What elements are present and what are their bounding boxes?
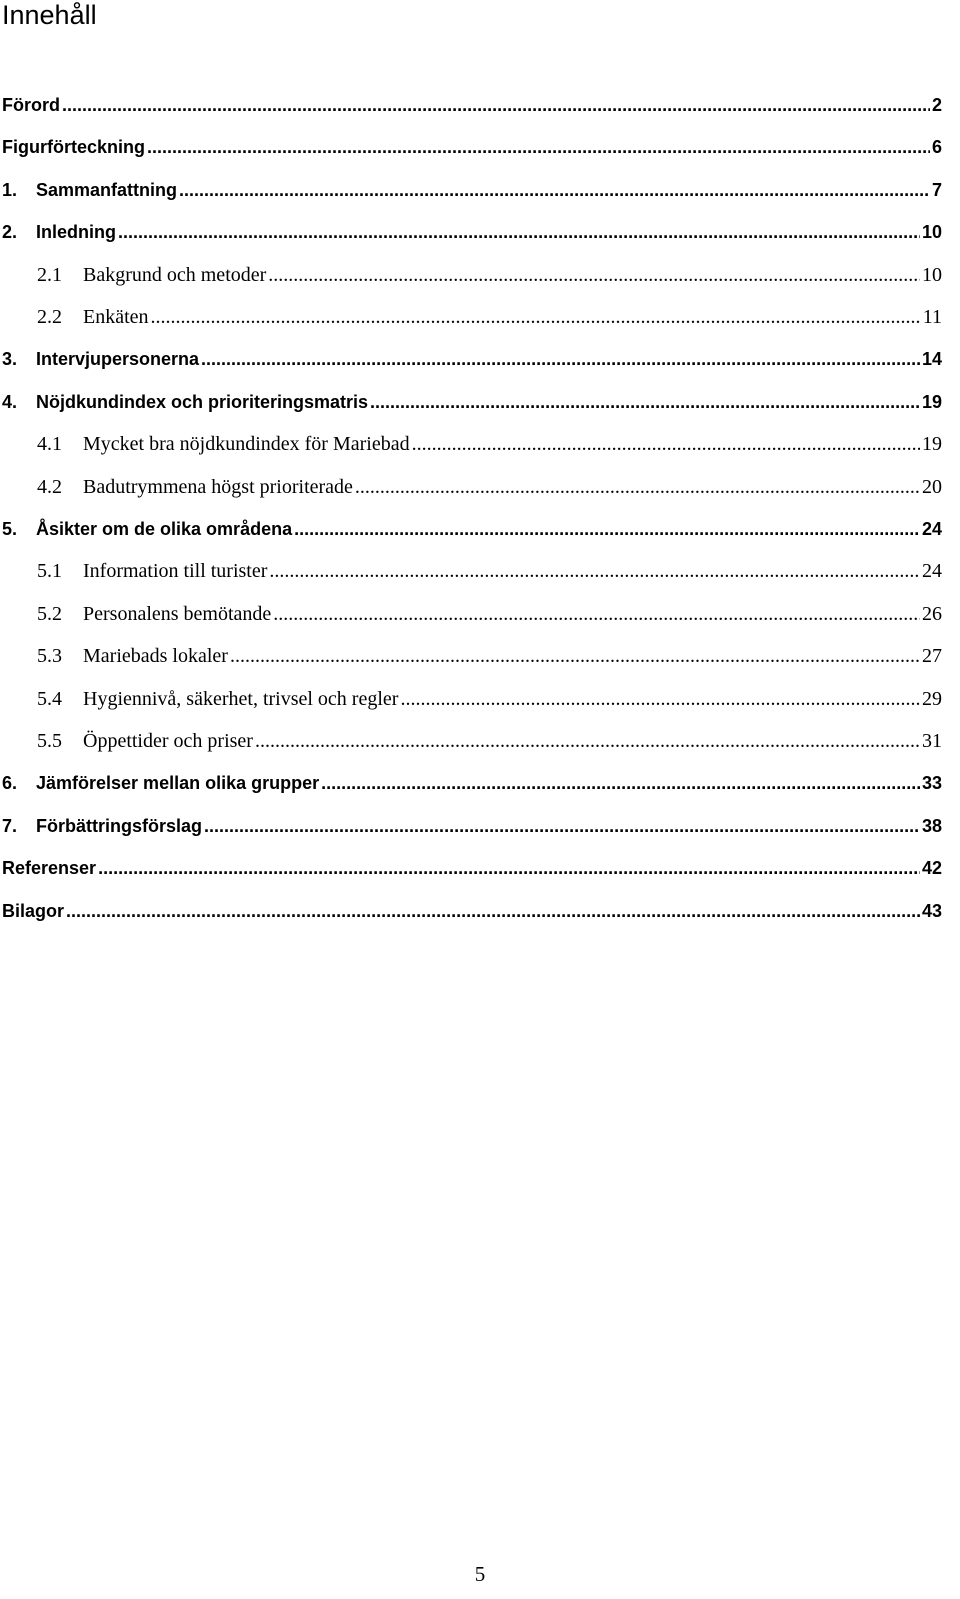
toc-entry-title: Förord: [2, 95, 60, 115]
toc-dot-leader: [370, 389, 920, 415]
toc-dot-leader: [66, 898, 920, 924]
toc-entry[interactable]: [2, 92, 942, 118]
toc-entry-page: 26: [922, 602, 942, 625]
toc-entry[interactable]: [37, 601, 942, 627]
toc-entry-page: 11: [922, 306, 942, 328]
toc-entry-number: 5.4: [37, 687, 62, 710]
toc-entry-page: 10: [921, 222, 942, 243]
toc-entry-title: Mariebads lokaler: [83, 645, 228, 668]
toc-entry-page: 2: [931, 95, 942, 115]
toc-dot-leader: [400, 686, 920, 712]
toc-entry[interactable]: [2, 898, 942, 924]
toc-dot-leader: [147, 134, 930, 160]
toc-entry[interactable]: [2, 219, 942, 245]
toc-heading: Innehåll: [2, 0, 97, 30]
toc-entry-number: 5.: [2, 519, 18, 539]
toc-entry-title: Referenser: [2, 858, 97, 879]
toc-entry-number: 2.2: [37, 306, 62, 328]
toc-entry[interactable]: [37, 728, 942, 754]
toc-dot-leader: [273, 601, 920, 627]
toc-entry[interactable]: [2, 855, 942, 881]
toc-dot-leader: [179, 177, 930, 203]
toc-entry-number: 2.: [2, 222, 18, 243]
toc-entry-page: 14: [921, 349, 942, 370]
toc-entry-page: 38: [921, 815, 942, 836]
toc-entry[interactable]: [37, 262, 942, 288]
toc-entry-title: Åsikter om de olika områdena: [36, 519, 293, 539]
toc-dot-leader: [118, 219, 920, 245]
toc-entry-title: Förbättringsförslag: [36, 815, 203, 836]
toc-dot-leader: [255, 728, 920, 754]
toc-dot-leader: [204, 813, 920, 839]
toc-entry-title: Bakgrund och metoder: [83, 263, 267, 286]
toc-entry[interactable]: [37, 304, 942, 330]
toc-entry-number: 4.2: [37, 475, 62, 498]
toc-dot-leader: [268, 262, 920, 288]
toc-entry[interactable]: [2, 134, 942, 160]
toc-entry-number: 5.3: [37, 645, 62, 668]
toc-entry-number: 6.: [2, 773, 18, 794]
toc-entry-title: Hygiennivå, säkerhet, trivsel och regler: [83, 687, 399, 710]
toc-entry-page: 33: [921, 773, 942, 794]
toc-dot-leader: [230, 643, 920, 669]
toc-entry-number: 3.: [2, 349, 18, 370]
toc-entry-page: 42: [921, 858, 942, 879]
toc-entry-title: Personalens bemötande: [83, 602, 272, 625]
toc-entry-title: Nöjdkundindex och prioriteringsmatris: [36, 391, 369, 412]
toc-dot-leader: [269, 558, 920, 584]
toc-entry-title: Jämförelser mellan olika grupper: [36, 773, 320, 794]
toc-entry-number: 7.: [2, 815, 18, 836]
toc-entry[interactable]: [2, 177, 942, 203]
toc-entry-number: 1.: [2, 179, 18, 200]
toc-entry-number: 2.1: [37, 263, 62, 286]
toc-entry[interactable]: [37, 431, 942, 457]
toc-dot-leader: [151, 304, 921, 330]
toc-entry-title: Figurförteckning: [2, 137, 145, 158]
toc-entry[interactable]: [2, 770, 942, 796]
toc-dot-leader: [294, 516, 920, 542]
toc-entry-title: Öppettider och priser: [83, 730, 253, 752]
toc-entry-title: Inledning: [36, 222, 116, 243]
toc-entry-title: Sammanfattning: [36, 179, 178, 200]
toc-entry-title: Intervjupersonerna: [36, 349, 200, 370]
toc-entry-page: 43: [921, 900, 942, 921]
toc-entry-title: Badutrymmena högst prioriterade: [83, 475, 353, 498]
page-number: 5: [474, 1562, 486, 1586]
toc-dot-leader: [62, 92, 930, 118]
toc-entry[interactable]: [37, 643, 942, 669]
toc-entry-page: 6: [931, 137, 942, 158]
toc-dot-leader: [412, 431, 920, 457]
toc-entry-title: Information till turister: [83, 560, 268, 583]
toc-entry-number: 4.: [2, 391, 18, 412]
toc-entry[interactable]: [37, 474, 942, 500]
toc-entry-page: 19: [921, 391, 942, 412]
toc-dot-leader: [355, 474, 920, 500]
toc-entry-page: 27: [922, 645, 942, 668]
toc-entry-page: 10: [922, 263, 942, 286]
toc-entry-number: 4.1: [37, 433, 62, 456]
toc-entry-page: 7: [931, 179, 942, 200]
toc-entry-page: 20: [922, 475, 942, 498]
toc-entry[interactable]: [2, 346, 942, 372]
toc-entry-number: 5.1: [37, 560, 62, 583]
toc-entry-page: 31: [922, 730, 942, 752]
toc-entry[interactable]: [37, 558, 942, 584]
toc-entry-page: 29: [922, 687, 942, 710]
toc-entry-page: 24: [921, 519, 942, 539]
toc-entry-title: Enkäten: [83, 306, 149, 328]
toc-entry-title: Mycket bra nöjdkundindex för Mariebad: [83, 433, 410, 456]
toc-entry[interactable]: [2, 516, 942, 542]
toc-entry-title: Bilagor: [2, 900, 65, 921]
toc-entry-number: 5.5: [37, 730, 62, 752]
toc-dot-leader: [201, 346, 920, 372]
toc-entry-page: 24: [922, 560, 942, 583]
toc-entry[interactable]: [37, 686, 942, 712]
toc-entry-number: 5.2: [37, 602, 62, 625]
toc-entry[interactable]: [2, 389, 942, 415]
toc-dot-leader: [98, 855, 920, 881]
toc-entry[interactable]: [2, 813, 942, 839]
toc-dot-leader: [321, 770, 920, 796]
toc-entry-page: 19: [922, 433, 942, 456]
